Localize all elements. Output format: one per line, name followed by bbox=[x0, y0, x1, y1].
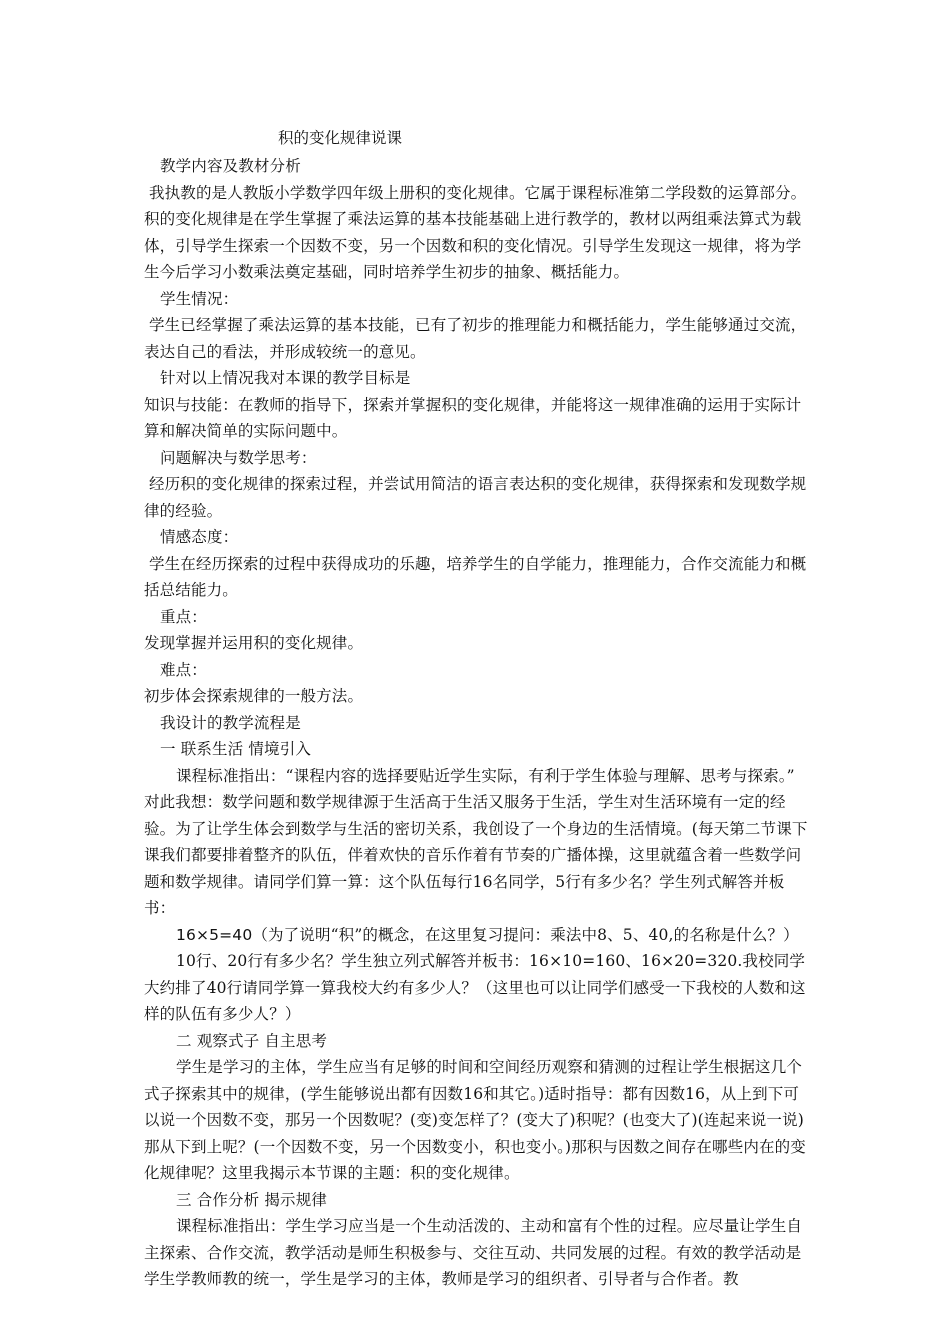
heading-key-point: 重点： bbox=[160, 607, 207, 626]
document-title: 积的变化规律说课 bbox=[278, 129, 403, 147]
formula-expression: 16×5=40 bbox=[176, 925, 253, 944]
formula-note: （为了说明“积”的概念，在这里复习提问：乘法中8、5、40,的名称是什么？） bbox=[252, 925, 799, 944]
paragraph-knowledge-skills: 知识与技能：在教师的指导下，探索并掌握积的变化规律，并能将这一规律准确的运用于实际计算和解决简单的实际问题中。 bbox=[144, 395, 802, 440]
heading-step-two: 二 观察式子 自主思考 bbox=[176, 1031, 328, 1050]
heading-difficult-point: 难点： bbox=[160, 660, 207, 679]
document-body bbox=[144, 126, 812, 1293]
heading-step-three: 三 合作分析 揭示规律 bbox=[176, 1190, 328, 1209]
paragraph-emotion-attitude: 学生在经历探索的过程中获得成功的乐趣，培养学生的自学能力，推理能力，合作交流能力和概括总结能力。 bbox=[144, 554, 807, 599]
heading-problem-solving: 问题解决与数学思考： bbox=[160, 448, 317, 467]
heading-student-situation: 学生情况： bbox=[160, 289, 239, 308]
paragraph-difficult-point: 初步体会探索规律的一般方法。 bbox=[144, 687, 364, 705]
heading-step-one: 一 联系生活 情境引入 bbox=[160, 740, 312, 758]
paragraph-key-point: 发现掌握并运用积的变化规律。 bbox=[144, 634, 364, 652]
paragraph-content-analysis: 我执教的是人教版小学数学四年级上册积的变化规律。它属于课程标准第二学段数的运算部分。积的变化规律是在学生掌握了乘法运算的基本技能基础上进行教学的，教材以两组乘法算式为载体，引导学生探索一个因数不变，另一个因数和积的变化情况。引导学生发现这一规律，将为学生今后学习小数乘法奠定基础，同时培养学生初步的抽象、概括能力。 bbox=[144, 183, 807, 281]
paragraph-goal-intro: 针对以上情况我对本课的教学目标是 bbox=[160, 369, 411, 387]
paragraph-student-situation: 学生已经掌握了乘法运算的基本技能，已有了初步的推理能力和概括能力，学生能够通过交流，表达自己的看法，并形成较统一的意见。 bbox=[144, 316, 807, 361]
paragraph-formula bbox=[144, 922, 812, 949]
paragraph-step-two: 学生是学习的主体，学生应当有足够的时间和空间经历观察和猜测的过程让学生根据这几个式子探索其中的规律，(学生能够说出都有因数16和其它。)适时指导：都有因数16，从上到下可以说一个因数不变，那另一个因数呢？(变)变怎样了？(变大了)积呢？(也变大了)(连起来说一说)那从下到上呢？(一个因数不变，另一个因数变小，积也变小。)那积与因数之间存在哪些内在的变化规律呢？这里我揭示本节课的主题：积的变化规律。 bbox=[144, 1058, 806, 1182]
paragraph-step-one: 课程标准指出：“课程内容的选择要贴近学生实际，有利于学生体验与理解、思考与探索。” 对此我想：数学问题和数学规律源于生活高于生活又服务于生活，学生对生活环境有一定的经验。为了让学生体会到数学与生活的密切关系，我创设了一个身边的生活情境。(每天第二节课下课我们都要排着整齐的队伍，伴着欢快的音乐作着有节奏的广播体操，这里就蕴含着一些数学问题和数学规律。请同学们算一算：这个队伍每行16名同学，5行有多少名？学生列式解答并板书： bbox=[144, 766, 808, 917]
paragraph-teaching-flow: 我设计的教学流程是 bbox=[160, 713, 301, 732]
paragraph-step-three: 课程标准指出：学生学习应当是一个生动活泼的、主动和富有个性的过程。应尽量让学生自主探索、合作交流，教学活动是师生积极参与、交往互动、共同发展的过程。有效的教学活动是学生学教师教的统一，学生是学习的主体，教师是学习的组织者、引导者与合作者。教 bbox=[144, 1217, 803, 1288]
heading-emotion-attitude: 情感态度： bbox=[160, 528, 239, 546]
paragraph-more-rows: 10行、20行有多少名？学生独立列式解答并板书：16×10=160、16×20=320.我校同学大约排了40行请同学算一算我校大约有多少人？（这里也可以让同学们感受一下我校的人数和这样的队伍有多少人？） bbox=[144, 952, 806, 1023]
paragraph-problem-solving: 经历积的变化规律的探索过程，并尝试用简洁的语言表达积的变化规律，获得探索和发现数学规律的经验。 bbox=[144, 475, 807, 520]
heading-content-analysis: 教学内容及教材分析 bbox=[160, 157, 301, 175]
